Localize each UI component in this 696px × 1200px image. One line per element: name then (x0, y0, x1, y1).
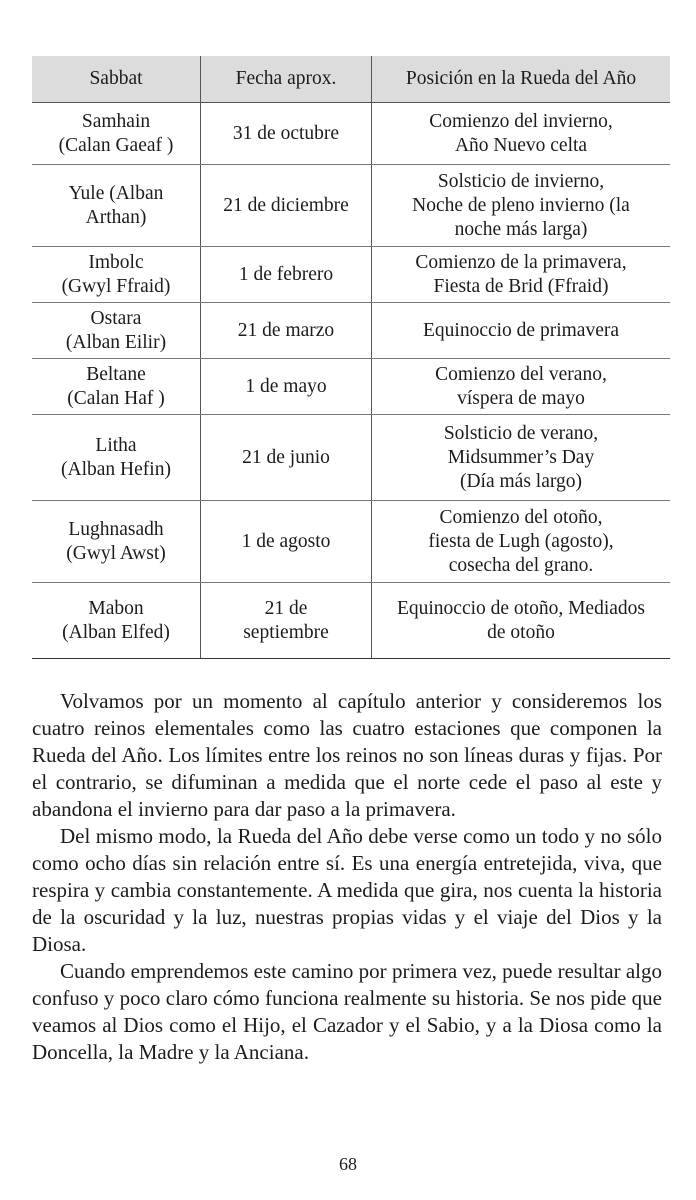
cell-date: 1 de febrero (201, 247, 372, 303)
cell-date: 21 de junio (201, 415, 372, 501)
cell-position: Comienzo del otoño, fiesta de Lugh (agosto), cosecha del grano. (372, 501, 671, 583)
table-row (32, 303, 670, 359)
cell-sabbat: Ostara (Alban Eilir) (32, 303, 201, 359)
paragraph: Cuando emprendemos este camino por primera vez, puede resultar algo confuso y poco claro cómo funciona realmente su historia. Se nos pide que veamos al Dios como el Hijo, el Cazador y el Sabio, y a la Diosa como la Doncella, la Madre y la Anciana. (32, 959, 662, 1064)
cell-position: Equinoccio de primavera (372, 303, 671, 359)
cell-position: Comienzo del verano, víspera de mayo (372, 359, 671, 415)
cell-position: Solsticio de invierno, Noche de pleno invierno (la noche más larga) (372, 165, 671, 247)
table-row (32, 359, 670, 415)
cell-sabbat: Litha (Alban Hefin) (32, 415, 201, 501)
table-row (32, 415, 670, 501)
sabbat-table (32, 56, 670, 659)
cell-sabbat: Mabon (Alban Elfed) (32, 583, 201, 659)
cell-position: Comienzo del invierno, Año Nuevo celta (372, 103, 671, 165)
cell-sabbat: Imbolc (Gwyl Ffraid) (32, 247, 201, 303)
cell-date: 21 de septiembre (201, 583, 372, 659)
header-date: Fecha aprox. (201, 56, 372, 103)
table-row (32, 247, 670, 303)
table-row (32, 583, 670, 659)
cell-date: 1 de mayo (201, 359, 372, 415)
table-row (32, 501, 670, 583)
cell-date: 21 de marzo (201, 303, 372, 359)
table-row (32, 103, 670, 165)
header-sabbat: Sabbat (32, 56, 201, 103)
cell-date: 1 de agosto (201, 501, 372, 583)
cell-position: Solsticio de verano, Midsummer’s Day (Día más largo) (372, 415, 671, 501)
paragraph: Del mismo modo, la Rueda del Año debe verse como un todo y no sólo como ocho días sin relación entre sí. Es una energía entretejida, viva, que respira y cambia constantemente. A medida que gira, nos cuenta la historia de la oscuridad y la luz, nuestras propias vidas y el viaje del Dios y la Diosa. (32, 824, 662, 956)
header-position: Posición en la Rueda del Año (372, 56, 671, 103)
cell-sabbat: Yule (Alban Arthan) (32, 165, 201, 247)
cell-sabbat: Samhain (Calan Gaeaf ) (32, 103, 201, 165)
cell-date: 21 de diciembre (201, 165, 372, 247)
sabbat-table-container (32, 56, 656, 659)
table-row (32, 165, 670, 247)
cell-sabbat: Lughnasadh (Gwyl Awst) (32, 501, 201, 583)
cell-position: Comienzo de la primavera, Fiesta de Brid (Ffraid) (372, 247, 671, 303)
body-text (32, 688, 662, 1066)
cell-date: 31 de octubre (201, 103, 372, 165)
table-header-row (32, 56, 670, 103)
paragraph: Volvamos por un momento al capítulo anterior y consideremos los cuatro reinos elementales como las cuatro estaciones que componen la Rueda del Año. Los límites entre los reinos no son líneas duras y fijas. Por el contrario, se difuminan a medida que el norte cede el paso al este y abandona el invierno para dar paso a la primavera. (32, 689, 662, 821)
cell-position: Equinoccio de otoño, Mediados de otoño (372, 583, 671, 659)
cell-sabbat: Beltane (Calan Haf ) (32, 359, 201, 415)
page-number: 68 (339, 1154, 357, 1174)
